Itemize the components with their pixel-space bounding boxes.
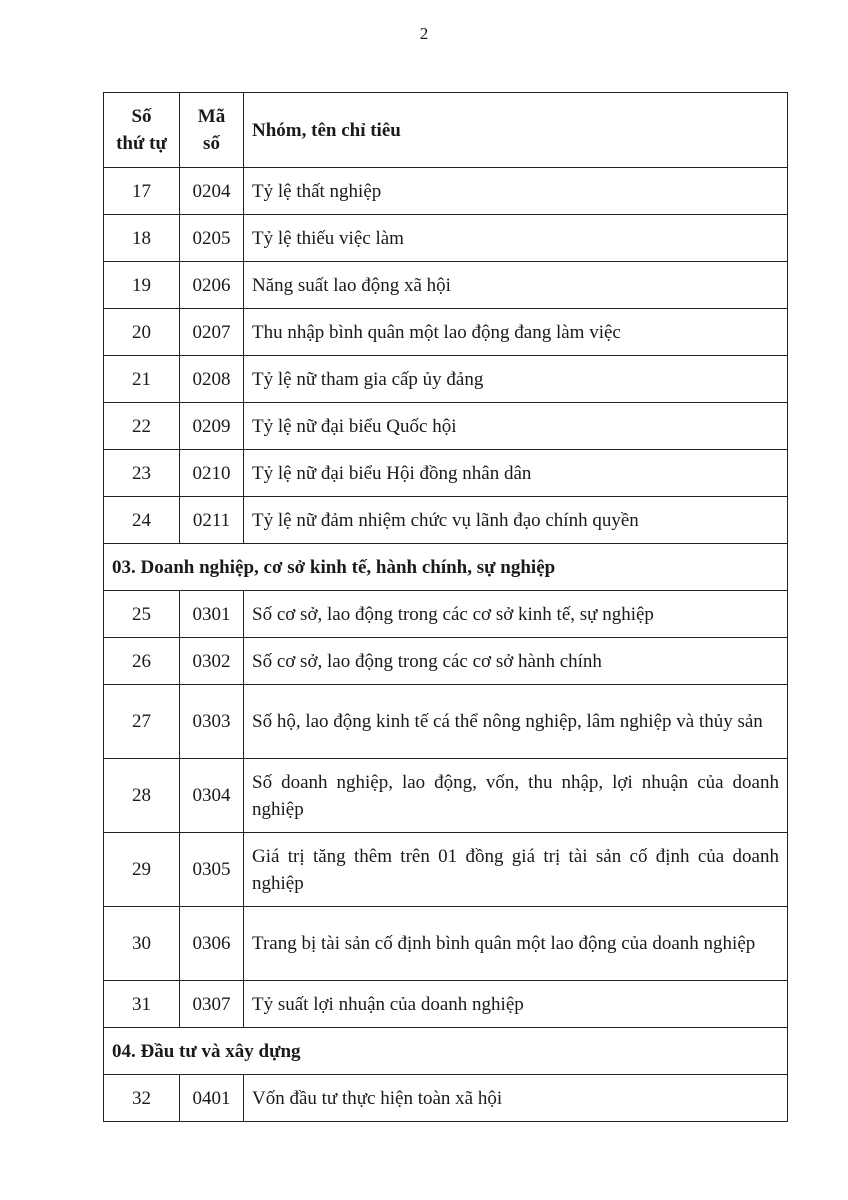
cell-name: Thu nhập bình quân một lao động đang làm việc [244, 309, 788, 356]
cell-name: Tỷ suất lợi nhuận của doanh nghiệp [244, 981, 788, 1028]
cell-name: Vốn đầu tư thực hiện toàn xã hội [244, 1075, 788, 1122]
header-stt [104, 93, 180, 168]
cell-ma: 0307 [180, 981, 244, 1028]
header-stt-line2: thứ tự [116, 133, 167, 154]
group-title: 03. Doanh nghiệp, cơ sở kinh tế, hành chính, sự nghiệp [104, 544, 788, 591]
cell-name: Tỷ lệ nữ đại biểu Quốc hội [244, 403, 788, 450]
cell-stt: 25 [104, 591, 180, 638]
table-row [104, 907, 788, 981]
header-stt-line1: Số [131, 106, 152, 127]
cell-ma: 0306 [180, 907, 244, 981]
page-number: 2 [419, 24, 429, 43]
table-row [104, 403, 788, 450]
table-row [104, 981, 788, 1028]
cell-ma: 0207 [180, 309, 244, 356]
cell-stt: 18 [104, 215, 180, 262]
cell-name: Giá trị tăng thêm trên 01 đồng giá trị tài sản cố định của doanh nghiệp [244, 833, 788, 907]
cell-stt: 22 [104, 403, 180, 450]
table-row [104, 309, 788, 356]
cell-name: Số hộ, lao động kinh tế cá thể nông nghiệp, lâm nghiệp và thủy sản [244, 685, 788, 759]
cell-ma: 0205 [180, 215, 244, 262]
table-row [104, 168, 788, 215]
group-header-row [104, 1028, 788, 1075]
header-ma-line1: Mã [197, 106, 226, 127]
table-body [104, 168, 788, 1122]
cell-ma: 0209 [180, 403, 244, 450]
cell-stt: 28 [104, 759, 180, 833]
cell-name: Tỷ lệ nữ đảm nhiệm chức vụ lãnh đạo chính quyền [244, 497, 788, 544]
cell-name: Tỷ lệ nữ tham gia cấp ủy đảng [244, 356, 788, 403]
cell-ma: 0305 [180, 833, 244, 907]
cell-name: Số doanh nghiệp, lao động, vốn, thu nhập, lợi nhuận của doanh nghiệp [244, 759, 788, 833]
table-row [104, 497, 788, 544]
cell-name: Năng suất lao động xã hội [244, 262, 788, 309]
cell-stt: 26 [104, 638, 180, 685]
table-row [104, 759, 788, 833]
cell-stt: 27 [104, 685, 180, 759]
cell-ma: 0401 [180, 1075, 244, 1122]
group-header-row [104, 544, 788, 591]
cell-name: Số cơ sở, lao động trong các cơ sở hành chính [244, 638, 788, 685]
table-row [104, 833, 788, 907]
cell-stt: 17 [104, 168, 180, 215]
header-name: Nhóm, tên chỉ tiêu [244, 93, 788, 168]
cell-name: Tỷ lệ nữ đại biểu Hội đồng nhân dân [244, 450, 788, 497]
cell-stt: 19 [104, 262, 180, 309]
cell-name: Tỷ lệ thiếu việc làm [244, 215, 788, 262]
cell-stt: 30 [104, 907, 180, 981]
cell-ma: 0301 [180, 591, 244, 638]
cell-ma: 0208 [180, 356, 244, 403]
cell-stt: 20 [104, 309, 180, 356]
cell-ma: 0211 [180, 497, 244, 544]
cell-ma: 0206 [180, 262, 244, 309]
cell-ma: 0304 [180, 759, 244, 833]
cell-name: Số cơ sở, lao động trong các cơ sở kinh tế, sự nghiệp [244, 591, 788, 638]
cell-ma: 0204 [180, 168, 244, 215]
header-ma [180, 93, 244, 168]
group-title: 04. Đầu tư và xây dựng [104, 1028, 788, 1075]
table-row [104, 215, 788, 262]
table-row [104, 685, 788, 759]
table-row [104, 356, 788, 403]
cell-stt: 21 [104, 356, 180, 403]
table-row [104, 450, 788, 497]
cell-stt: 23 [104, 450, 180, 497]
table-row [104, 262, 788, 309]
cell-name: Trang bị tài sản cố định bình quân một lao động của doanh nghiệp [244, 907, 788, 981]
table-row [104, 1075, 788, 1122]
cell-stt: 24 [104, 497, 180, 544]
cell-stt: 31 [104, 981, 180, 1028]
table-header-row [104, 93, 788, 168]
header-ma-line2: số [203, 133, 220, 154]
cell-stt: 29 [104, 833, 180, 907]
cell-name: Tỷ lệ thất nghiệp [244, 168, 788, 215]
cell-ma: 0303 [180, 685, 244, 759]
table-row [104, 638, 788, 685]
table-row [104, 591, 788, 638]
cell-ma: 0210 [180, 450, 244, 497]
indicator-table [103, 92, 788, 1122]
cell-stt: 32 [104, 1075, 180, 1122]
cell-ma: 0302 [180, 638, 244, 685]
